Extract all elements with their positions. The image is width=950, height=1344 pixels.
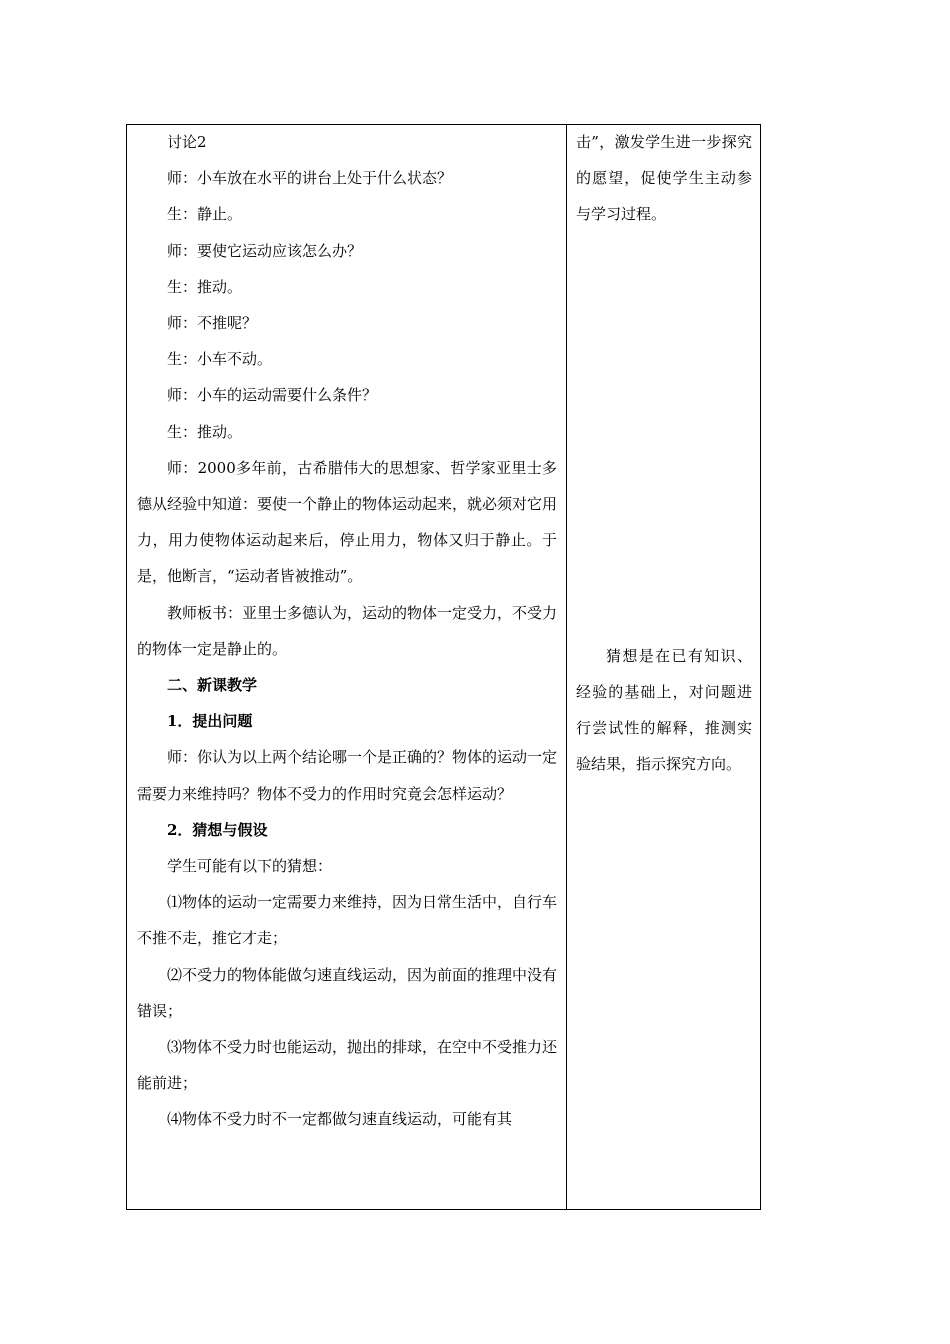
dialogue-line: 师：要使它运动应该怎么办？ [167,241,363,260]
dialogue-line: 生：小车不动。 [167,350,273,369]
discussion-heading: 讨论2 [167,133,207,151]
subheading-hypothesis: 2．猜想与假设 [167,820,268,839]
hypothesis-item: ⑵不受力的物体能做匀速直线运动，因为前面的推理中没有错误； [137,965,558,1020]
subheading-pose-question: 1．提出问题 [167,712,253,731]
hypothesis-item: ⑶物体不受力时也能运动，抛出的排球，在空中不受推力还能前进； [137,1038,558,1093]
design-note-motivation: 击”，激发学生进一步探究的愿望，促使学生主动参与学习过程。 [576,133,752,224]
dialogue-line: 师：小车的运动需要什么条件？ [167,386,378,405]
design-note-hypothesis: 猜想是在已有知识、经验的基础上，对问题进行尝试性的解释，推测实验结果，指示探究方向。 [576,646,752,774]
blackboard-note: 教师板书：亚里士多德认为，运动的物体一定受力，不受力的物体一定是静止的。 [137,603,558,658]
lesson-plan-table [126,124,761,1210]
dialogue-line: 生：推动。 [167,422,243,441]
dialogue-line: 生：静止。 [167,205,243,224]
design-intent-column [567,125,760,1209]
hypothesis-item: ⑴物体的运动一定需要力来维持，因为日常生活中，自行车不推不走，推它才走； [137,893,558,948]
hypothesis-intro: 学生可能有以下的猜想： [167,857,333,876]
hypothesis-item: ⑷物体不受力时不一定都做匀速直线运动，可能有其 [167,1110,513,1129]
dialogue-line: 师：小车放在水平的讲台上处于什么状态？ [167,169,453,188]
aristotle-paragraph: 师：2000多年前，古希腊伟大的思想家、哲学家亚里士多德从经验中知道：要使一个静止的物体运动起来，就必须对它用力，用力使物体运动起来后，停止用力，物体又归于静止。于是，他断言，“运动者皆被推动”。 [137,458,558,586]
dialogue-line: 生：推动。 [167,277,243,296]
dialogue-line: 师：不推呢？ [167,314,258,333]
teaching-process-column [127,125,566,1209]
section-heading-new-lesson: 二、新课教学 [167,676,258,695]
question-paragraph: 师：你认为以上两个结论哪一个是正确的？物体的运动一定需要力来维持吗？物体不受力的作用时究竟会怎样运动？ [137,748,558,803]
